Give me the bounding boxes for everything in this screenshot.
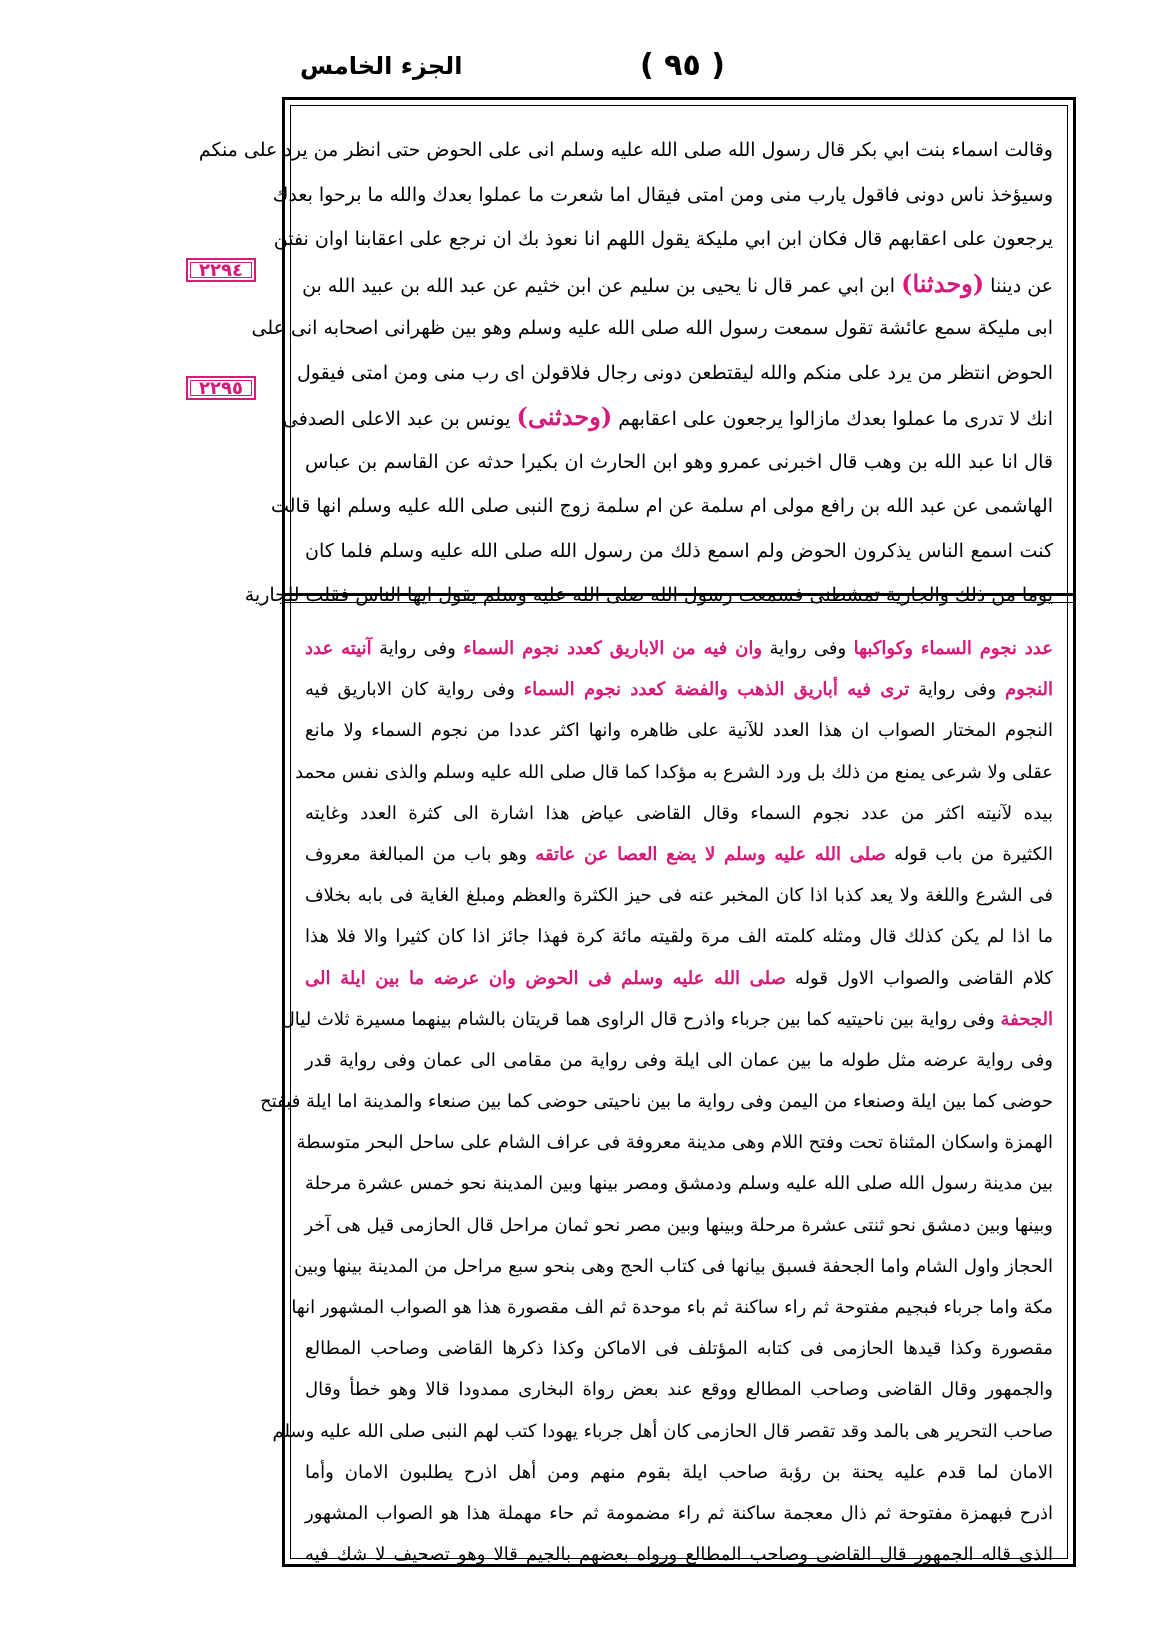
text-line	[305, 875, 1053, 916]
text-line	[260, 1081, 1053, 1122]
text-segment: يرجعون على اعقابهم قال فكان ابن ابي مليكة يقول اللهم انا نعوذ بك ان نرجع على اعقابنا اوان نفتن	[273, 228, 1053, 250]
text-segment: اذرح فبهمزة مفتوحة ثم ذال معجمة ساكنة ثم راء مضمومة ثم حاء مهملة هذا هو الصواب المشهور	[305, 1502, 1053, 1524]
text-segment: وهو باب من المبالغة معروف	[305, 843, 536, 865]
text-segment: كلام القاضى والصواب الاول قوله	[785, 967, 1053, 989]
hadith-number-marker: ٢٢٩٥	[186, 376, 256, 400]
text-segment: الحوض انتظر من يرد على منكم والله ليقتطعن دونى رجال فلاقولن اى رب منى ومن امتى فيقول	[296, 361, 1053, 384]
text-segment: ما اذا لم يكن كذلك قال ومثله كلمته الف مرة ولقيته مائة كرة فهذا جائز اذا كان كثيرا والا فلا هذا	[305, 926, 1053, 948]
text-segment: يونس بن عبد الاعلى الصدفى	[282, 408, 517, 430]
text-segment: كنت اسمع الناس يذكرون الحوض ولم اسمع ذلك من رسول الله صلى الله عليه وسلم فلما كان	[305, 539, 1053, 562]
page-header	[0, 48, 1158, 98]
page-number: ( ٩٥ )	[640, 48, 725, 83]
text-line	[305, 793, 1053, 834]
text-line	[296, 351, 1053, 396]
text-line	[305, 1205, 1053, 1246]
quoted-phrase: وان فيه من الاباريق كعدد نجوم السماء	[463, 638, 763, 659]
quoted-phrase: عدد نجوم السماء وكواكبها	[853, 638, 1053, 659]
quoted-phrase: ترى فيه أباريق الذهب والفضة كعدد نجوم السماء	[523, 679, 910, 701]
text-line	[305, 916, 1053, 957]
text-segment: الذى قاله الجمهور قال القاضى وصاحب المطالع ورواه بعضهم بالجيم قالا وهو تصحيف لا شك فيه	[305, 1544, 1053, 1566]
text-segment: ابن ابي عمر قال نا يحيى بن سليم عن ابن خثيم عن عبد الله بن عبيد الله بن	[302, 274, 902, 297]
text-line	[296, 1122, 1053, 1163]
volume-title: الجزء الخامس	[300, 52, 463, 80]
text-line	[305, 1493, 1053, 1534]
text-segment: بيده لآنيته اكثر من عدد نجوم السماء وقال القاضى عياض هذا اشارة الى كثرة العدد وغايته	[305, 802, 1053, 824]
text-line	[305, 834, 1053, 875]
text-segment: الحجاز واول الشام واما الجحفة فسبق بيانها فى كتاب الحج وهى بنحو سبع مراحل من المدينة بينها وبين	[294, 1255, 1053, 1277]
text-line	[305, 710, 1053, 751]
text-line	[251, 306, 1053, 351]
text-line	[305, 1328, 1053, 1369]
text-line	[271, 484, 1053, 529]
section-divider	[285, 593, 1073, 603]
text-segment: يوما من ذلك والجارية تمشطنى فسمعت رسول الله صلى الله عليه وسلم يقول ايها الناس فقلت للجارية	[244, 584, 1053, 606]
text-segment: والجمهور وقال القاضى وصاحب المطالع ووقع عند بعض رواة البخارى ممدودا قالا وهو خطأ وقال	[305, 1379, 1053, 1401]
text-segment: الامان لما قدم عليه يحنة بن رؤبة صاحب ايلة بقوم منهم ومن أهل اذرح يطلبون الامان وأما	[305, 1461, 1053, 1483]
text-line	[282, 395, 1053, 440]
text-segment: الكثيرة من باب قوله	[885, 843, 1054, 865]
text-segment: وسيؤخذ ناس دونى فاقول يارب منى ومن امتى فيقال اما شعرت ما عملوا بعدك والله ما برحوا بعدك	[272, 183, 1053, 206]
text-line	[281, 999, 1053, 1040]
text-segment: عن ديننا	[984, 274, 1053, 297]
text-segment: وفى رواية	[762, 638, 854, 659]
text-segment: وفى رواية كان الاباريق فيه	[305, 679, 524, 701]
text-segment: مقصورة وكذا قيدها الحازمى فى كتابه المؤتلف فى الاماكن وكذا ذكرها القاضى وصاحب المطالع	[305, 1338, 1054, 1360]
text-line	[305, 1452, 1053, 1493]
quoted-phrase: النجوم	[1005, 679, 1054, 701]
quoted-phrase: آنيته عدد	[305, 638, 372, 659]
text-segment: وفى رواية	[909, 679, 1006, 701]
quoted-phrase: صلى الله عليه وسلم فى الحوض وان عرضه ما بين ايلة الى	[305, 967, 786, 989]
quoted-phrase: صلى الله عليه وسلم لا يضع العصا عن عاتقه	[535, 843, 886, 865]
text-segment: صاحب التحرير هى بالمد وقد تقصر قال الحازمى كان أهل جرباء يهودا كتب لهم النبى صلى الله عليه وسلم	[272, 1420, 1053, 1442]
text-segment: وفى رواية	[371, 638, 464, 659]
text-segment: مكة واما جرباء فبجيم مفتوحة ثم راء ساكنة ثم باء موحدة ثم الف مقصورة هذا هو الصواب المشهور انها	[291, 1297, 1053, 1318]
text-segment: عقلى ولا شرعى يمنع من ذلك بل ورد الشرع به مؤكدا كما قال صلى الله عليه وسلم والذى نفس محمد	[295, 761, 1053, 783]
text-segment: الهاشمى عن عبد الله بن رافع مولى ام سلمة عن ام سلمة زوج النبى صلى الله عليه وسلم انها قالت	[271, 495, 1053, 517]
text-line	[305, 669, 1053, 710]
text-segment: قال انا عبد الله بن وهب قال اخبرنى عمرو وهو ابن الحارث ان بكيرا حدثه عن القاسم بن عباس	[305, 450, 1053, 473]
text-line	[305, 958, 1053, 999]
hadith-number-marker: ٢٢٩٤	[186, 258, 256, 282]
hadith-chain-start: (وحدثنى)	[516, 402, 613, 431]
text-segment: فى الشرع واللغة ولا يعد كذبا اذا كان المخبر عنه فى حيز الكثرة والعظم ومبلغ الغاية فى بابه بخلاف	[305, 885, 1053, 907]
text-segment: بين مدينة رسول الله صلى الله عليه وسلم ودمشق ومصر بينها وبين المدينة نحو خمس عشرة مرحلة	[305, 1173, 1053, 1195]
commentary-text-block	[260, 628, 1054, 1575]
text-line	[305, 529, 1053, 574]
text-line	[295, 752, 1053, 793]
text-segment: الهمزة واسكان المثناة تحت وفتح اللام وهى مدينة معروفة فى عراف الشام على ساحل البحر متوسطة	[296, 1132, 1053, 1154]
text-line	[272, 1411, 1053, 1452]
text-line	[305, 1369, 1053, 1410]
hadith-chain-start: (وحدثنا)	[901, 268, 985, 298]
text-line	[305, 440, 1053, 485]
text-line	[302, 262, 1053, 307]
text-line	[272, 173, 1053, 218]
text-segment: وفى رواية عرضه مثل طوله ما بين عمان الى ايلة وفى رواية من مقامى الى عمان وفى رواية قدر	[305, 1049, 1053, 1071]
text-line	[305, 1534, 1053, 1575]
quoted-phrase: الجحفة	[1000, 1008, 1053, 1030]
text-segment: وبينها وبين دمشق نحو ثنتى عشرة مرحلة وبينها وبين مصر نحو ثمان مراحل قال الحازمى قيل هى آخر	[304, 1214, 1053, 1236]
text-segment: وقالت اسماء بنت ابي بكر قال رسول الله صلى الله عليه وسلم انى على الحوض حتى انظر من يرد على منكم	[198, 139, 1053, 161]
text-segment: انك لا تدرى ما عملوا بعدك مازالوا يرجعون على اعقابهم	[612, 408, 1053, 430]
text-line	[198, 128, 1053, 173]
text-line	[294, 1246, 1053, 1287]
text-segment: النجوم المختار الصواب ان هذا العدد للآنية على ظاهره وانها اكثر عددا من نجوم السماء ولا مانع	[305, 720, 1053, 742]
text-line	[305, 1040, 1053, 1081]
text-line	[305, 1163, 1053, 1204]
text-line	[305, 628, 1053, 669]
text-segment: حوضى كما بين ايلة وصنعاء من اليمن وفى رواية ما بين ناحيتى حوضى كما بين صنعاء والمدينة اما ايلة فبفتح	[260, 1091, 1053, 1113]
text-segment: ابى مليكة سمع عائشة تقول سمعت رسول الله صلى الله عليه وسلم وهو بين ظهرانى اصحابه انى على	[251, 317, 1053, 339]
text-segment: وفى رواية بين ناحيتيه كما بين جرباء واذرح قال الراوى هما قريتان بالشام بينهما مسيرة ثلاث ليال	[281, 1008, 1001, 1030]
text-line	[291, 1287, 1053, 1328]
text-line	[273, 217, 1053, 262]
